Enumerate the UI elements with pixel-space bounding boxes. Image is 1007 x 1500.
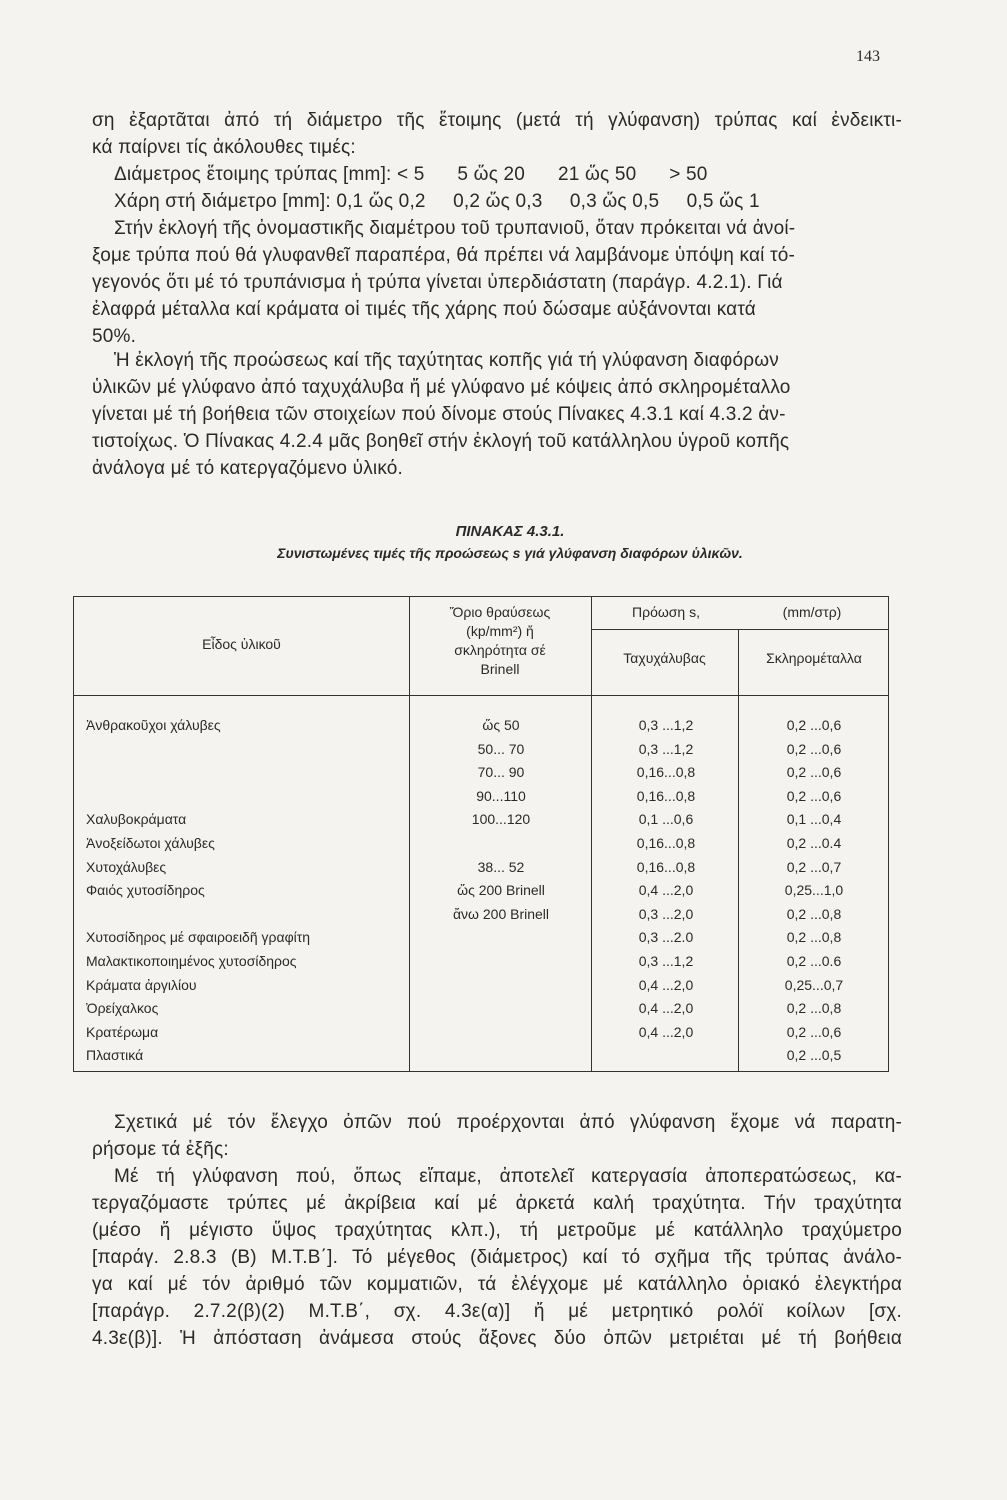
text-line: [παράγρ. 2.7.2(β)(2) Μ.Τ.Β΄, σχ. 4.3ε(α)] ἤ μέ μετρητικό ρολόϊ κοίλων [σχ. (92, 1301, 902, 1322)
hss-cell: 0,3 ...2.0 (638, 929, 694, 946)
text-line: 4.3ε(β)]. Ἡ ἀπόσταση ἀνάμεσα στούς ἄξονες δύο ὀπῶν μετριέται μέ τή βοήθεια (92, 1328, 902, 1349)
carbide-cell: 0,2 ...0,8 (786, 1000, 842, 1017)
selection-paragraph (92, 347, 902, 482)
text-line: ση ἐξαρτᾶται ἀπό τή διάμετρο τῆς ἕτοιμης (μετά τή γλύφανση) τρύπας καί ἐνδεικτι- (92, 110, 902, 131)
text-line: τιστοίχως. Ὁ Πίνακας 4.2.4 μᾶς βοηθεῖ στήν ἐκλογή τοῦ κατάλληλου ὑγροῦ κοπῆς (92, 431, 790, 452)
carbide-cell: 0,25...0,7 (784, 976, 844, 993)
material-cell: Χυτοσίδηρος μέ σφαιροειδῆ γραφίτη (86, 929, 311, 946)
carbide-cell: 0,2 ...0,6 (786, 764, 842, 781)
text-line: Στήν ἐκλογή τῆς ὀνομαστικῆς διαμέτρου τοῦ τρυπανιοῦ, ὅταν πρόκειται νά ἀνοί- (114, 218, 796, 239)
hss-cell: 0,3 ...1,2 (638, 717, 694, 733)
text-line: 50%. (92, 326, 137, 347)
carbide-cell: 0,25...1,0 (784, 882, 844, 899)
table-divider (591, 629, 888, 630)
carbide-cell: 0,2 ...0,6 (786, 787, 842, 804)
hss-cell: 0,16...0,8 (636, 764, 696, 781)
header-limit: Ὅριο θραύσεως (kp/mm²) ἤ σκληρότητα σέ Brinell (449, 604, 551, 677)
hss-column (596, 714, 736, 1044)
text-line: τεργαζόμαστε τρύπες μέ ἀκρίβεια καί μέ ἀρκετά καλή τραχύτητα. Τήν τραχύτητα (92, 1193, 902, 1214)
header-hss: Ταχυχάλυβας (623, 650, 706, 666)
carbide-cell: 0,2 ...0,6 (786, 740, 842, 757)
material-cell: Χυτοχάλυβες (86, 858, 167, 875)
text-line: ρήσομε τά ἑξῆς: (92, 1139, 229, 1160)
limit-cell: ὥς 200 Brinell (457, 882, 545, 899)
text-line: Σχετικά μέ τόν ἔλεγχο ὀπῶν πού προέρχονται ἀπό γλύφανση ἔχομε νά παρατη- (114, 1112, 902, 1133)
limit-cell: ὥς 50 (482, 717, 520, 733)
carbide-cell: 0,2 ...0,7 (786, 858, 842, 875)
limit-cell: ἄνω 200 Brinell (452, 905, 550, 922)
carbide-cell: 0,2 ...0,8 (786, 929, 842, 946)
material-cell (86, 738, 310, 762)
hss-cell: 0,16...0,8 (636, 834, 696, 851)
table-divider (591, 597, 592, 1071)
limit-cell: 50... 70 (477, 740, 525, 757)
limit-cell: 38... 52 (477, 858, 525, 875)
text-line: ὑλικῶν μέ γλύφανο ἀπό ταχυχάλυβα ἤ μέ γλύφανο μέ κόψεις ἀπό σκληρομέταλλο (92, 377, 791, 398)
header-carbide: Σκληρομέταλλα (766, 650, 862, 666)
feed-rate-table (73, 596, 889, 1072)
material-cell: Ἀνθρακοῦχοι χάλυβες (86, 717, 221, 733)
table-caption-subtitle: Συνιστωμένες τιμές τῆς προώσεως s γιά γλύφανση διαφόρων ὑλικῶν. (277, 545, 743, 561)
material-cell: Ἀνοξείδωτοι χάλυβες (86, 834, 215, 851)
limit-cell: 70... 90 (477, 764, 525, 781)
hss-cell: 0,3 ...1,2 (638, 952, 694, 969)
text-line: Ἡ ἐκλογή τῆς προώσεως καί τῆς ταχύτητας κοπῆς γιά τή γλύφανση διαφόρων (114, 350, 779, 371)
hss-cell: 0,4 ...2,0 (638, 976, 694, 993)
hss-cell: 0,4 ...2,0 (638, 1000, 694, 1017)
header-feed: Πρόωση s, (632, 604, 700, 620)
text-line: ξομε τρύπα πού θά γλυφανθεῖ παραπέρα, θά πρέπει νά λαμβάνομε ὑπόψη καί τό- (92, 245, 796, 266)
text-line: γα καί μέ τόν ἀριθμό τῶν κομματιῶν, τά ἐλέγχομε μέ κατάλληλο ὁριακό ἐλεγκτήρα (92, 1274, 902, 1295)
material-cell: Ὀρείχαλκος (86, 1000, 159, 1017)
header-feed-unit: (mm/στρ) (782, 604, 842, 620)
table-header-divider (74, 695, 888, 696)
text-line: γεγονός ὅτι μέ τό τρυπάνισμα ἡ τρύπα γίνεται ὑπερδιάστατη (παράγρ. 4.2.1). Γιά (92, 272, 783, 293)
intro-paragraph (92, 107, 902, 350)
carbide-cell: 0,2 ...0,8 (786, 905, 842, 922)
hss-cell: 0,16...0,8 (636, 787, 696, 804)
hss-cell: 0,16...0,8 (636, 858, 696, 875)
limit-cell: 90...110 (476, 787, 526, 804)
material-cell (86, 761, 310, 785)
text-line: γίνεται μέ τή βοήθεια τῶν στοιχείων πού δίνομε στούς Πίνακες 4.3.1 καί 4.3.2 ἀν- (92, 404, 786, 425)
material-cell (86, 903, 310, 927)
carbide-cell: 0,1 ...0,4 (786, 811, 842, 828)
hss-cell: 0,4 ...2,0 (638, 1023, 694, 1040)
hss-cell: 0,1 ...0,6 (638, 811, 694, 828)
text-line: ἐλαφρά μέταλλα καί κράματα οἱ τιμές τῆς χάρης πού δώσαμε αὐξάνονται κατά (92, 299, 756, 320)
inspection-paragraph (92, 1109, 902, 1352)
carbide-cell: 0,2 ...0,6 (786, 1023, 842, 1040)
carbide-cell: 0,2 ...0,6 (786, 717, 842, 733)
hss-cell: 0,4 ...2,0 (638, 882, 694, 899)
limit-cell (426, 832, 576, 856)
material-cell: Πλαστικά (86, 1047, 144, 1064)
hss-cell: 0,3 ...2,0 (638, 905, 694, 922)
material-cell: Χαλυβοκράματα (86, 811, 187, 828)
text-line: κά παίρνει τίς ἀκόλουθες τιμές: (92, 137, 356, 158)
material-cell: Κρατέρωμα (86, 1023, 159, 1040)
material-cell (86, 785, 310, 809)
table-caption-title: ΠΙΝΑΚΑΣ 4.3.1. (455, 523, 565, 540)
diameter-values-line: Διάμετρος ἕτοιμης τρύπας [mm]: < 5 5 ὥς 20 21 ὥς 50 > 50 (114, 164, 708, 185)
material-cell: Φαιός χυτοσίδηρος (86, 882, 205, 899)
text-line: Μέ τή γλύφανση πού, ὅπως εἴπαμε, ἀποτελεῖ κατεργασία ἀποπερατώσεως, κα- (114, 1166, 902, 1187)
text-line: [παράγ. 2.8.3 (Β) Μ.Τ.Β΄]. Τό μέγεθος (διάμετρος) καί τό σχῆμα τῆς τρύπας ἀνάλο- (92, 1247, 902, 1268)
carbide-cell: 0,2 ...0.6 (786, 952, 842, 969)
carbide-cell: 0,2 ...0,5 (786, 1047, 842, 1064)
text-line: (μέσο ἤ μέγιστο ὕψος τραχύτητας κλπ.), τή μετροῦμε μέ κατάλληλο τραχύμετρο (92, 1220, 902, 1241)
carbide-column (744, 714, 884, 1068)
limit-cell: 100...120 (471, 811, 531, 828)
hss-cell: 0,3 ...1,2 (638, 740, 694, 757)
carbide-cell: 0,2 ...0.4 (786, 834, 842, 851)
page-number: 143 (856, 48, 880, 65)
text-line: ἀνάλογα μέ τό κατεργαζόμενο ὑλικό. (92, 458, 404, 479)
limit-column (426, 714, 576, 926)
header-material: Εἶδος ὑλικοῦ (202, 636, 281, 652)
material-cell: Μαλακτικοποιημένος χυτοσίδηρος (86, 952, 297, 969)
material-column (86, 714, 310, 1068)
allowance-values-line: Χάρη στή διάμετρο [mm]: 0,1 ὥς 0,2 0,2 ὥς 0,3 0,3 ὥς 0,5 0,5 ὥς 1 (114, 191, 760, 212)
material-cell: Κράματα ἀργιλίου (86, 976, 197, 993)
